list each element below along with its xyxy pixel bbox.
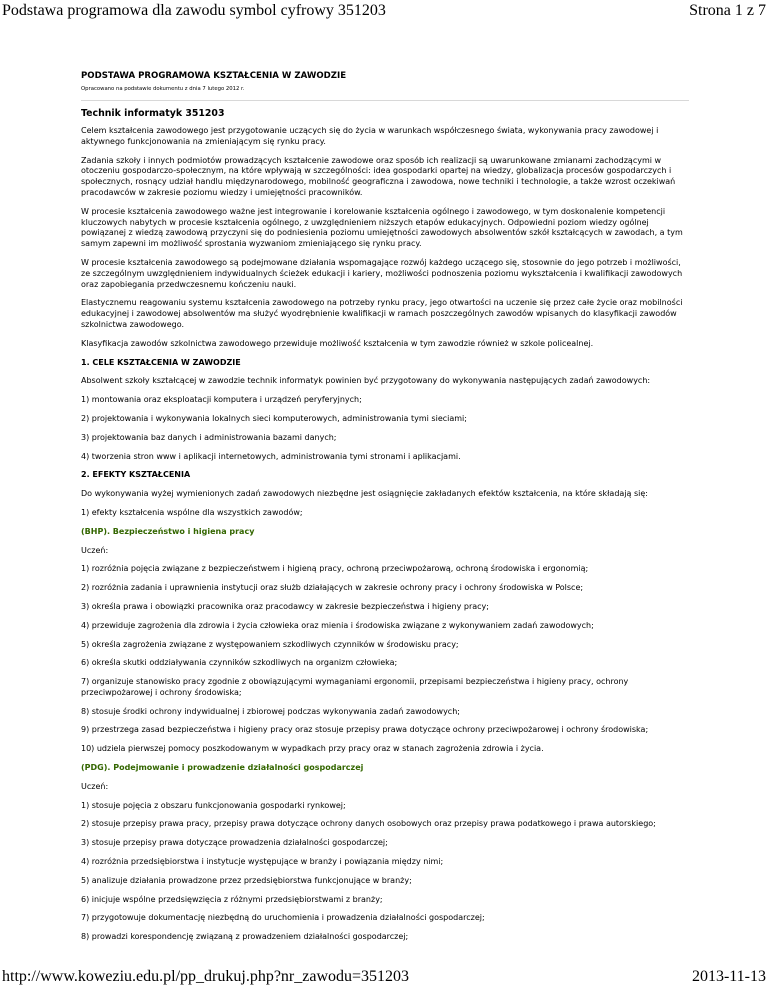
intro-paragraph: Celem kształcenia zawodowego jest przygotowanie uczących się do życia w warunkach współczesnego świata, wykonywania pracy zawodowej i aktywnego funkcjonowania na zmieniającym się rynku pracy.: [81, 126, 659, 146]
list-item: 3) stosuje przepisy prawa dotyczące prowadzenia działalności gospodarczej;: [81, 838, 388, 848]
list-item: 4) tworzenia stron www i aplikacji internetowych, administrowania tymi stronami i aplikacjami.: [81, 451, 461, 461]
section-heading: 2. EFEKTY KSZTAŁCENIA: [81, 470, 191, 480]
document-body: [81, 70, 689, 951]
section-intro: Do wykonywania wyżej wymienionych zadań zawodowych niezbędne jest osiągnięcie zakładanych efektów kształcenia, na które składają się:: [81, 489, 648, 499]
intro-paragraph: W procesie kształcenia zawodowego ważne jest integrowanie i korelowanie kształcenia ogólnego i zawodowego, w tym doskonalenie kompetencji kluczowych nabytych w procesie kształcenia ogólnego, z uwzględnieniem niższych etapów edukacyjnych. Odpowiedni poziom wiedzy ogólnej powiązanej z wiedzą zawodową przyczyni się do podniesienia poziomu umiejętności zawodowych absolwentów szkół kształcących w zawodach, a tym samym zapewni im możliwość sprostania wyzwaniom zmieniającego się rynku pracy.: [81, 206, 683, 249]
list-item: 7) przygotowuje dokumentację niezbędną do uruchomienia i prowadzenia działalności gospodarczej;: [81, 913, 485, 923]
intro-paragraph: Zadania szkoły i innych podmiotów prowadzących kształcenie zawodowe oraz sposób ich realizacji są uwarunkowane zmianami zachodzącymi w otoczeniu gospodarczo-społecznym, na które wpływają w szczególności: idea gospodarki opartej na wiedzy, globalizacja procesów gospodarczych i społecznych, rosnący udział handlu międzynarodowego, mobilność geograficzna i zawodowa, nowe techniki i technologie, a także wzrost oczekiwań pracodawców w zakresie poziomu wiedzy i umiejętności pracowników.: [81, 155, 676, 197]
print-header-title: Podstawa programowa dla zawodu symbol cyfrowy 351203: [2, 2, 386, 19]
print-footer-url: http://www.koweziu.edu.pl/pp_drukuj.php?nr_zawodu=351203: [2, 968, 410, 985]
list-item: 4) przewiduje zagrożenia dla zdrowia i życia człowieka oraz mienia i środowiska związane z wykonywaniem zadań zawodowych;: [81, 620, 594, 630]
student-label: Uczeń:: [81, 545, 109, 555]
student-label: Uczeń:: [81, 781, 109, 791]
list-item: 2) projektowania i wykonywania lokalnych sieci komputerowych, administrowania tymi sieciami;: [81, 413, 467, 423]
list-item: 1) stosuje pojęcia z obszaru funkcjonowania gospodarki rynkowej;: [81, 800, 346, 810]
intro-paragraph: W procesie kształcenia zawodowego są podejmowane działania wspomagające rozwój każdego uczącego się, stosownie do jego potrzeb i możliwości, ze szczególnym uwzględnieniem indywidualnych ścieżek edukacji i kariery, możliwości podnoszenia poziomu wykształcenia i kwalifikacji zawodowych oraz zapobiegania przedwczesnemu kończeniu nauki.: [81, 257, 683, 289]
list-item: 9) przestrzega zasad bezpieczeństwa i higieny pracy oraz stosuje przepisy prawa dotyczące ochrony przeciwpożarowej i ochrony środowiska;: [81, 725, 649, 735]
document-title: PODSTAWA PROGRAMOWA KSZTAŁCENIA W ZAWODZIE: [81, 71, 347, 81]
section-intro: Absolwent szkoły kształcącej w zawodzie technik informatyk powinien być przygotowany do wykonywania następujących zadań zawodowych:: [81, 376, 651, 386]
list-item: 4) rozróżnia przedsiębiorstwa i instytucje występujące w branży i powiązania między nimi;: [81, 857, 444, 867]
list-item: 7) organizuje stanowisko pracy zgodnie z obowiązującymi wymaganiami ergonomii, przepisami bezpieczeństwa i higieny pracy, ochrony przeciwpożarowej i ochrony środowiska;: [81, 677, 629, 697]
print-header-page-number: Strona 1 z 7: [689, 2, 766, 19]
intro-paragraph: Klasyfikacja zawodów szkolnictwa zawodowego przewiduje możliwość kształcenia w tym zawodzie również w szkole policealnej.: [81, 338, 594, 348]
list-item: 5) określa zagrożenia związane z występowaniem szkodliwych czynników w środowisku pracy;: [81, 639, 459, 649]
list-item: 1) rozróżnia pojęcia związane z bezpieczeństwem i higieną pracy, ochroną przeciwpożarową, ochroną środowiska i ergonomią;: [81, 564, 589, 574]
section-heading: 1. CELE KSZTAŁCENIA W ZAWODZIE: [81, 357, 241, 367]
profession-title: Technik informatyk 351203: [81, 108, 225, 119]
list-item: 6) określa skutki oddziaływania czynników szkodliwych na organizm człowieka;: [81, 658, 398, 668]
list-item: 2) stosuje przepisy prawa pracy, przepisy prawa dotyczące ochrony danych osobowych oraz przepisy prawa podatkowego i prawa autorskiego;: [81, 819, 656, 829]
list-item: 3) określa prawa i obowiązki pracownika oraz pracodawcy w zakresie bezpieczeństwa i higieny pracy;: [81, 601, 489, 611]
subsection-heading-pdg: (PDG). Podejmowanie i prowadzenie działalności gospodarczej: [81, 763, 364, 773]
intro-paragraph: Elastycznemu reagowaniu systemu kształcenia zawodowego na potrzeby rynku pracy, jego otwartości na uczenie się przez całe życie oraz mobilności edukacyjnej i zawodowej absolwentów ma służyć wyodrębnienie kwalifikacji w ramach poszczególnych zawodów wpisanych do klasyfikacji zawodów szkolnictwa zawodowego.: [81, 298, 683, 329]
list-item: 8) prowadzi korespondencję związaną z prowadzeniem działalności gospodarczej;: [81, 932, 409, 942]
list-item: 2) rozróżnia zadania i uprawnienia instytucji oraz służb działających w zakresie ochrony pracy i ochrony środowiska w Polsce;: [81, 583, 584, 593]
print-footer-date: 2013-11-13: [691, 968, 766, 985]
list-item: 10) udziela pierwszej pomocy poszkodowanym w wypadkach przy pracy oraz w stanach zagrożenia zdrowia i życia.: [81, 744, 544, 754]
list-item: 1) efekty kształcenia wspólne dla wszystkich zawodów;: [81, 507, 303, 517]
divider: [81, 100, 689, 101]
list-item: 6) inicjuje wspólne przedsięwzięcia z różnymi przedsiębiorstwami z branży;: [81, 894, 383, 904]
list-item: 3) projektowania baz danych i administrowania bazami danych;: [81, 432, 337, 442]
list-item: 5) analizuje działania prowadzone przez przedsiębiorstwa funkcjonujące w branży;: [81, 875, 412, 885]
document-subtitle: Opracowano na podstawie dokumentu z dnia 7 lutego 2012 r.: [81, 86, 245, 92]
list-item: 8) stosuje środki ochrony indywidualnej i zbiorowej podczas wykonywania zadań zawodowych;: [81, 706, 460, 716]
subsection-heading-bhp: (BHP). Bezpieczeństwo i higiena pracy: [81, 526, 255, 536]
list-item: 1) montowania oraz eksploatacji komputera i urządzeń peryferyjnych;: [81, 395, 362, 405]
